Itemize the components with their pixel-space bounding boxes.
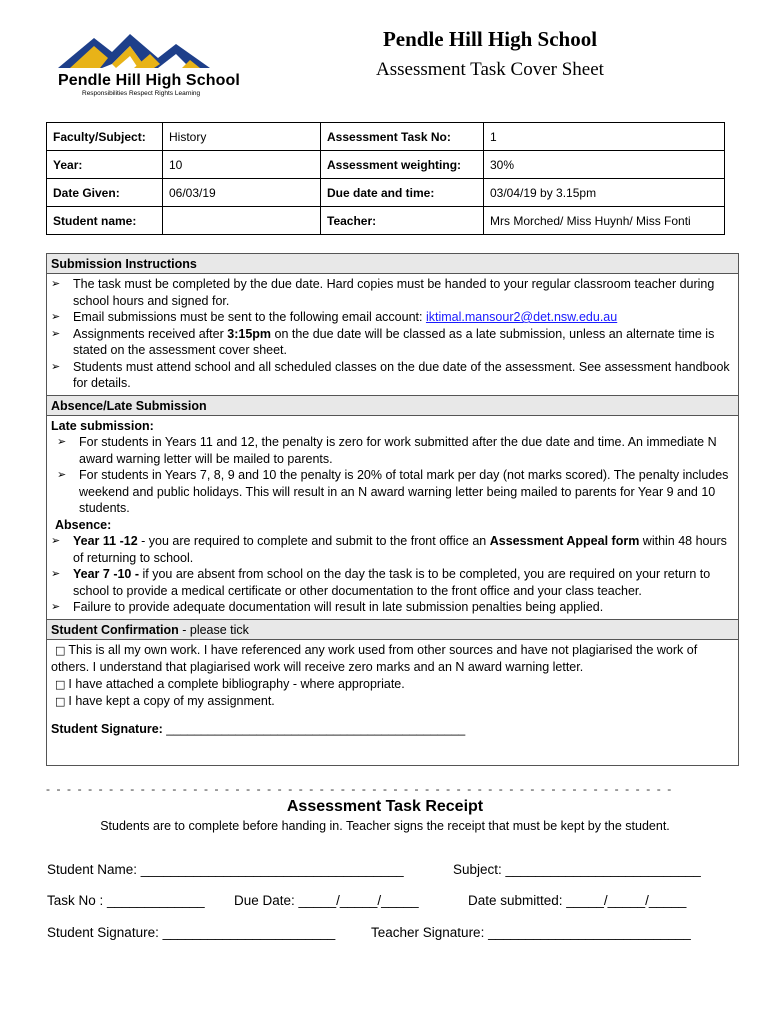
confirmation-heading: Student Confirmation - please tick	[47, 620, 738, 640]
weighting-value: 30%	[484, 151, 725, 179]
list-item: ➢ Assignments received after 3:15pm on the due date will be classed as a late submission, unless an alternate time is stated on the assessment cover sheet.	[51, 326, 734, 359]
receipt-date-submitted-field[interactable]: Date submitted: _____/_____/_____	[468, 893, 687, 908]
checkbox-icon[interactable]: □	[55, 677, 66, 691]
student-name-label: Student name:	[47, 207, 163, 235]
receipt-teacher-signature-field[interactable]: Teacher Signature: ___________________________	[371, 925, 691, 940]
list-item: ➢ The task must be completed by the due date. Hard copies must be handed to your regular classroom teacher during school hours and signed for.	[51, 276, 734, 309]
logo-school-name: Pendle Hill High School	[58, 72, 240, 89]
school-logo	[50, 28, 250, 100]
school-title: Pendle Hill High School	[382, 27, 598, 51]
submission-email-link[interactable]: iktimal.mansour2@det.nsw.edu.au	[425, 310, 618, 324]
confirmation-item-own-work[interactable]: □ This is all my own work. I have referenced any work used from other sources and have not plagiarised the work of others. I understand that plagiarised work will receive zero marks and an N award warning letter.	[51, 642, 698, 674]
student-signature-label: Student Signature:	[51, 721, 163, 736]
student-name-field[interactable]	[163, 207, 321, 235]
submission-section	[47, 274, 738, 396]
faculty-label: Faculty/Subject:	[47, 123, 163, 151]
receipt-due-date-field[interactable]: Due Date: _____/_____/_____	[234, 893, 419, 908]
table-row	[47, 123, 725, 151]
task-no-label: Assessment Task No:	[321, 123, 484, 151]
checkbox-icon[interactable]: □	[55, 695, 66, 708]
mountain-logo-icon	[50, 28, 250, 72]
date-given-value: 06/03/19	[163, 179, 321, 207]
list-item: ➢ Failure to provide adequate documentation will result in late submission penalties being applied.	[51, 599, 734, 616]
weighting-label: Assessment weighting:	[321, 151, 484, 179]
due-value: 03/04/19 by 3.15pm	[484, 179, 725, 207]
logo-tagline: Responsibilities Respect Rights Learning	[82, 90, 201, 97]
list-item: ➢ For students in Years 11 and 12, the penalty is zero for work submitted after the due date and time. An immediate N award warning letter will be mailed to parents.	[57, 434, 734, 467]
date-given-label: Date Given:	[47, 179, 163, 207]
receipt-subject-field[interactable]: Subject: __________________________	[453, 862, 701, 877]
list-item: ➢ Year 7 -10 - if you are absent from school on the day the task is to be completed, you are required on your return to school to provide a medical certificate or other documentation to the front office and your class teacher.	[51, 566, 734, 599]
receipt-student-name-field[interactable]: Student Name: ___________________________________	[47, 862, 404, 877]
checkbox-icon[interactable]: □	[55, 643, 66, 657]
absence-subheading: Absence:	[55, 517, 112, 532]
due-label: Due date and time:	[321, 179, 484, 207]
list-item: ➢ Students must attend school and all scheduled classes on the due date of the assessment. See assessment handbook for details.	[51, 359, 734, 392]
student-signature-line[interactable]: ___________________________________________	[162, 721, 466, 736]
absence-section	[47, 416, 738, 620]
receipt-instructions: Students are to complete before handing in. Teacher signs the receipt that must be kept by the student.	[100, 819, 670, 833]
teacher-value: Mrs Morched/ Miss Huynh/ Miss Fonti	[484, 207, 725, 235]
submission-heading: Submission Instructions	[47, 254, 738, 274]
table-row	[47, 179, 725, 207]
cut-line: - - - - - - - - - - - - - - - - - - - - - - - - - - - - - - - - - - - - - - - - - - - - - - - - - - - - - - - - - - - -	[46, 782, 673, 796]
student-signature-row	[51, 721, 734, 738]
table-row	[47, 151, 725, 179]
receipt-student-signature-field[interactable]: Student Signature: _______________________	[47, 925, 336, 940]
late-submission-heading: Late submission:	[51, 418, 154, 433]
task-no-value: 1	[484, 123, 725, 151]
confirmation-section	[47, 640, 738, 741]
sheet-title: Assessment Task Cover Sheet	[376, 59, 604, 80]
list-item: ➢ Email submissions must be sent to the following email account: iktimal.mansour2@det.nsw.edu.au	[51, 309, 734, 326]
receipt-task-no-field[interactable]: Task No : _____________	[47, 893, 205, 908]
instructions-box	[46, 253, 739, 766]
year-label: Year:	[47, 151, 163, 179]
list-item: ➢ Year 11 -12 - you are required to complete and submit to the front office an Assessment Appeal form within 48 hours of returning to school.	[51, 533, 734, 566]
task-info-table	[46, 122, 725, 235]
faculty-value: History	[163, 123, 321, 151]
receipt-title: Assessment Task Receipt	[286, 798, 484, 815]
confirmation-item-copy[interactable]: □ I have kept a copy of my assignment.	[55, 694, 275, 708]
list-item: ➢ For students in Years 7, 8, 9 and 10 the penalty is 20% of total mark per day (not marks scored). The penalty includes weekend and public holidays. This will result in an N award warning letter being mailed to parents for Year 9 and 10 students.	[57, 467, 734, 517]
year-value: 10	[163, 151, 321, 179]
confirmation-item-bibliography[interactable]: □ I have attached a complete bibliography - where appropriate.	[55, 676, 405, 691]
absence-heading: Absence/Late Submission	[47, 396, 738, 416]
teacher-label: Teacher:	[321, 207, 484, 235]
table-row	[47, 207, 725, 235]
